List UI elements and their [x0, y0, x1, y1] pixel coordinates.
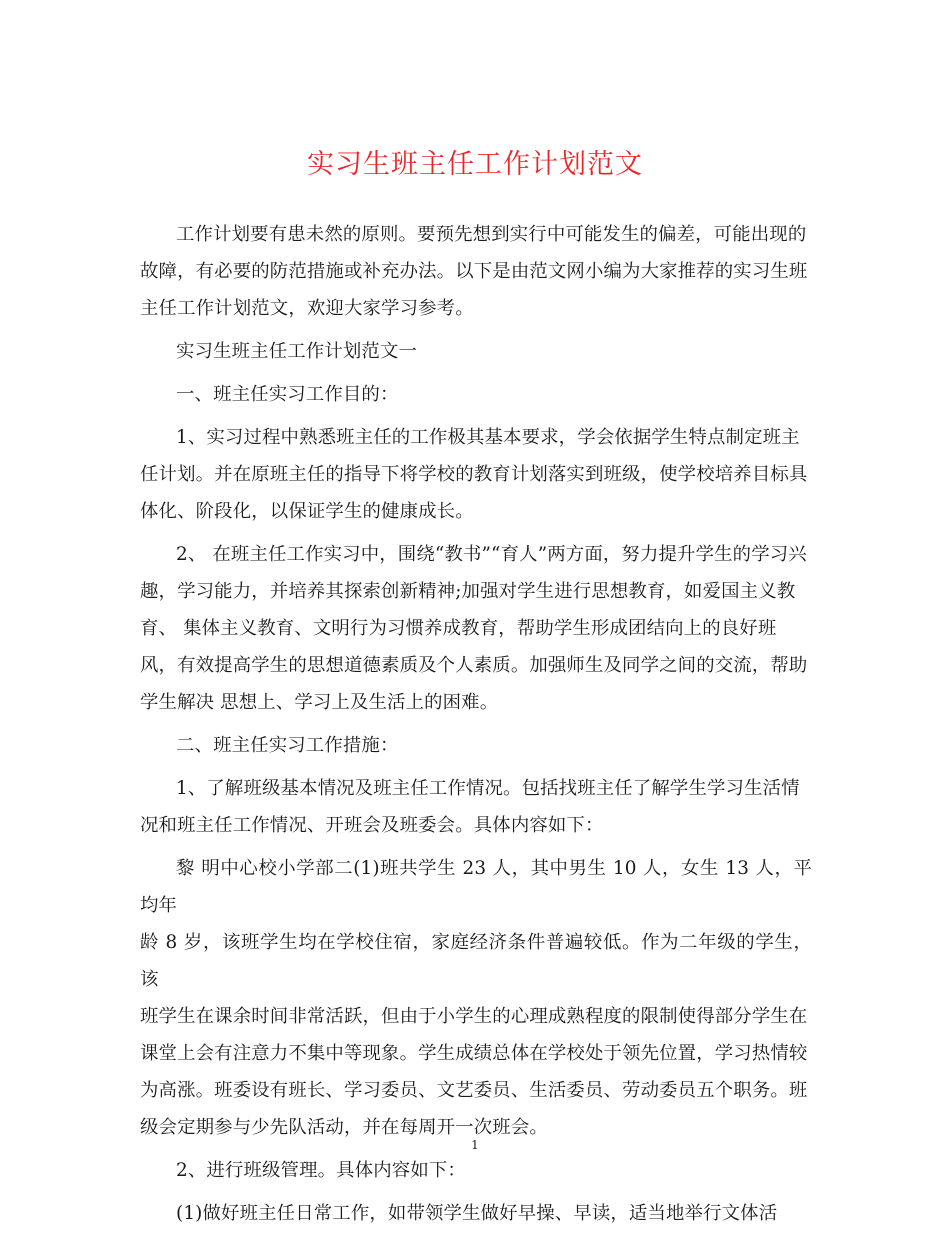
paragraph — [140, 1195, 812, 1232]
document-title: 实习生班主任工作计划范文 — [307, 149, 643, 180]
paragraph-line: 课堂上会有注意力不集中等现象。学生成绩总体在学校处于领先位置，学习热情较 — [140, 1043, 808, 1064]
paragraph-line: 育、 集体主义教育、文明行为习惯养成教育，帮助学生形成团结向上的良好班 — [140, 618, 777, 639]
paragraph — [140, 419, 812, 530]
paragraph — [140, 850, 812, 1146]
paragraph — [140, 770, 812, 844]
paragraph-line: (1)做好班主任日常工作，如带领学生做好早操、早读，适当地举行文体活 — [176, 1203, 778, 1224]
paragraph-line: 工作计划要有患未然的原则。要预先想到实行中可能发生的偏差，可能出现的 — [176, 224, 807, 245]
paragraph-line: 故障，有必要的防范措施或补充办法。以下是由范文网小编为大家推荐的实习生班 — [140, 261, 808, 282]
paragraph-line: 实习生班主任工作计划范文一 — [176, 341, 418, 362]
paragraph-line: 一、班主任实习工作目的： — [176, 384, 399, 405]
paragraph-line: 风，有效提高学生的思想道德素质及个人素质。加强师生及同学之间的交流，帮助 — [140, 655, 808, 676]
paragraph-line: 体化、阶段化，以保证学生的健康成长。 — [140, 501, 474, 522]
paragraph-line: 为高涨。班委设有班长、学习委员、文艺委员、生活委员、劳动委员五个职务。班 — [140, 1080, 808, 1101]
paragraph-line: 黎 明中心校小学部二(1)班共学生 23 人，其中男生 10 人，女生 13 人，平均年 — [140, 858, 812, 916]
paragraph — [140, 376, 812, 413]
paragraph — [140, 216, 812, 327]
paragraph-line: 2、进行班级管理。具体内容如下： — [176, 1160, 466, 1181]
paragraph-line: 龄 8 岁，该班学生均在学校住宿，家庭经济条件普遍较低。作为二年级的学生，该 — [140, 932, 812, 990]
paragraph — [140, 727, 812, 764]
paragraph-line: 主任工作计划范文，欢迎大家学习参考。 — [140, 298, 474, 319]
paragraph — [140, 536, 812, 721]
paragraph-line: 趣，学习能力，并培养其探索创新精神;加强对学生进行思想教育，如爱国主义教 — [140, 581, 796, 602]
paragraph-line: 二、班主任实习工作措施： — [176, 735, 399, 756]
paragraph-line: 任计划。并在原班主任的指导下将学校的教育计划落实到班级，使学校培养目标具 — [140, 464, 808, 485]
paragraph-line: 学生解决 思想上、学习上及生活上的困难。 — [140, 692, 499, 713]
document-body — [140, 216, 812, 1238]
paragraph-line: 2、 在班主任工作实习中，围绕“教书”“育人”两方面，努力提升学生的学习兴 — [176, 544, 807, 565]
paragraph-line: 1、实习过程中熟悉班主任的工作极其基本要求，学会依据学生特点制定班主 — [176, 427, 800, 448]
paragraph-line: 级会定期参与少先队活动，并在每周开一次班会。 — [140, 1117, 548, 1138]
paragraph — [140, 1152, 812, 1189]
paragraph-line: 班学生在课余时间非常活跃，但由于小学生的心理成熟程度的限制使得部分学生在 — [140, 1006, 808, 1027]
paragraph — [140, 333, 812, 370]
page-number: 1 — [471, 1138, 479, 1152]
paragraph-line: 况和班主任工作情况、开班会及班委会。具体内容如下： — [140, 815, 604, 836]
paragraph-line: 1、了解班级基本情况及班主任工作情况。包括找班主任了解学生学习生活情 — [176, 778, 800, 799]
